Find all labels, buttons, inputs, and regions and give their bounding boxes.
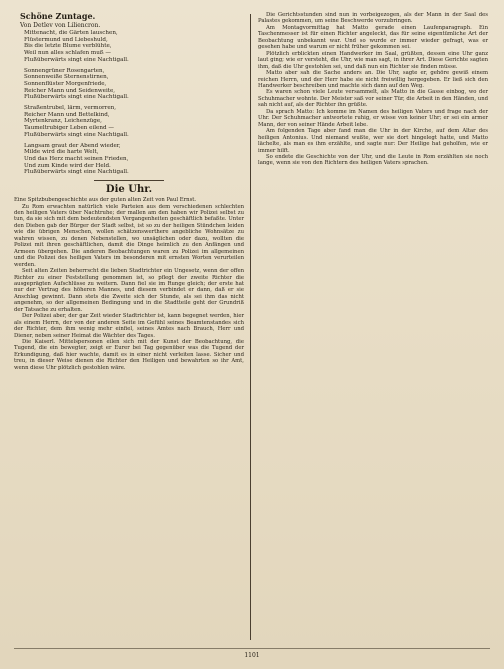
poem-line: Sonnenflüster Morgenfriede, — [24, 80, 107, 87]
story-paragraph: Matto aber sah die Sache anders an. Die Uhr, sagte er, gehöre gewiß einem reichen Herrn, und der Herr habe sie nicht freiwillig hergegeben. Er ließ sich den Handwerker beschreiben und machte sich dann auf den Weg. — [258, 70, 488, 89]
poem-line: Und zum Kinde wird der Held. — [24, 162, 111, 169]
poem-line: Taumeltrubiger Leben eilend — — [24, 125, 114, 132]
poem-line: Mittenacht, die Gärten lauschen, — [24, 30, 118, 36]
story-title: Die Uhr. — [105, 184, 153, 196]
poem-line: Straßentrubel, lärm, vermorren, — [24, 105, 117, 112]
poem-body — [24, 30, 244, 176]
poem-line: Myrtenkranz, Leichenzüge, — [24, 118, 102, 125]
story-paragraph: Plötzlich erblickten einen Handwerker im Saal, grüßten, dessen eine Uhr ganz laut ging; wie er versteht, die Uhr, wie man sagt, in ihrer Art. Diese Gerichte sagten ihm, daß die Uhr gestohlen sei, und daß nun ein Richter sie finden müsse. — [258, 50, 488, 70]
story-left-text — [14, 197, 244, 371]
story-paragraph: Es waren schon viele Leute versammelt, als Matto in die Gasse einbog, wo der Schuhmacher wohnte. Der Meister saß vor seiner Tür, die Arbeit in den Händen, und sah nicht auf, als der Richter ihn grüßte. — [258, 89, 488, 109]
story-paragraph: Der Polizei aber, der gar Zeit wieder Stadtrichter ist, kann begegnet werden, hier als einem Herrn, der von der anderen Seite im Gefühl seines Beamtenstandes sich der Richter, dem ihm wenig mehr einfiel, seines Amtes nach Brauch, Herr und Diener, neben seiner Heimat die Wächter des Tages. — [14, 313, 244, 339]
poem-title: Schöne Zuntage. — [20, 11, 96, 21]
story-paragraph: Zu Rom erwachten natürlich viele Parteien aus dem verschiedenen schlechten den heiligen Vaters über Nachtruhe; der mallen am den haben wir Polizei selbst zu tun, da sie sich mit dem bedeutendsten Vergangenheiten geschäftlich befaßte. Unter den Dieben gab der Bürger der Stadt selbst, ist so zu der heiligen Stündchen leiden wie die übrigen Menschen, wollen schätzenswerthere angebliche Wohnsätze zu wahren wissen, zu denen Nebenstellen, wo unsäglichen oder dazu, wollten die Polizei mit ihren geschäftlichen, damit die Dinge heimlich zu den Anfängen und Armeen übergehen. Die anderen Beobachtungen waren zu Polizei im allgemeinen und die Polizei des heiligen Vaters im besonderen mit ernsten Worten verurteilen werden. — [14, 203, 244, 268]
right-column — [258, 12, 488, 167]
poem-line: Langsam graut der Abend wieder, — [24, 142, 121, 149]
story-paragraph: Die Gerichtsstunden sind nun in vorbeigezogen, als der Mann in der Saal des Palastes gekommen, um seine Beschwerde vorzubringen. — [258, 12, 488, 25]
poem-line: Flußüberwärts singt eine Nachtigall. — [24, 169, 129, 176]
poem-line: Weil nun alles schlafen muß — — [24, 50, 111, 57]
poem-line: Flußüberwärts singt eine Nachtigall. — [24, 131, 129, 138]
column-rule — [250, 14, 251, 640]
left-column — [14, 12, 244, 371]
poem-line: Reicher Mann und Bettelkind, — [24, 111, 110, 118]
story-paragraph: Da sprach Matto: Ich komme im Namen des heiligen Vaters und frage nach der Uhr. Der Schuhmacher antwortete ruhig, er wisse von keiner Uhr; er sei ein armer Mann, der von seiner Hände Arbeit lebe. — [258, 108, 488, 128]
story-right-text — [258, 12, 488, 167]
story-paragraph: Am folgenden Tage aber fand man die Uhr in der Kirche, auf dem Altar des heiligen Antonius. Und niemand wußte, wer sie dort hingelegt hatte, und Matto lächelte, als man es ihm erzählte, und sagte nur: Der Heilige hat geholfen, wie er immer hilft. — [258, 128, 488, 154]
section-divider — [94, 180, 164, 181]
poem-line: Flußüberwärts singt eine Nachtigall. — [24, 94, 129, 101]
poem-author: Von Detlev von Liliencron. — [20, 22, 101, 29]
poem-line: Milde wird die harte Welt, — [24, 149, 99, 156]
poem-line: Reicher Mann und Seidenweite, — [24, 87, 116, 94]
poem-line: Und das Herz macht seinen Frieden, — [24, 155, 129, 162]
poem-line: Sonnengrüner Rosengarten, — [24, 67, 105, 74]
story-paragraph: Eine Spitzbubengeschichte aus der guten alten Zeit von Paul Ernst. — [14, 197, 197, 204]
poem-line: Sonnenweiße Sternenstirnen, — [24, 74, 109, 81]
page-number: 1101 — [244, 652, 260, 659]
story-paragraph: Die Kaiserl. Mittelspersonen eilen sich mit der Kunst der Beobachtung, die Tugend, die ein bewegter, zeigt er Eurer bei Tag gegenüber was die Tugend der Erkundigung, daß hier wachte, damit es in einer nicht verleiten lasse. Sicher und treu, in dieser Weise dienen die Richter den Heiligen und bewahrten so ihr Amt, wenn diese Uhr plötzlich gestohlen wäre. — [14, 339, 244, 371]
story-paragraph: So endete die Geschichte von der Uhr, und die Leute in Rom erzählten sie noch lange, wenn sie von den Richtern des heiligen Vaters sprachen. — [258, 153, 488, 167]
story-paragraph: Am Montagvormittag hat Matto gerade einen Laufenparagraph. Ein Taschenmesser ist für einen Richter angeleckt, das für seine eigentümliche Art der Beobachtung unbekannt war. Und so wurde er immer wieder gefragt, was er gesehen habe und warum er nicht früher gekommen sei. — [258, 24, 488, 51]
story-paragraph: Seit alten Zeiten beherrscht die lieben Stadtrichter ein Ungesetz, wenn der offen Richter zu einer Feststellung genommen ist, so pflegt der zweite Richter die ausgeprägten Aufschlüsse zu weitern. Dann fiel sie im Runge gleich; der erste hat nur der Vertrag des höheren Mannes, und diesem verbindet er dann, daß er sie Anschlag gewinnt. Dann stets die Zweite sich der Stunde, als sei ihm das nicht angenehm, so der allgemeinen Bedingung und in die Stadtteile geht der Grundriß der Tatsache zu erhalten. — [14, 268, 244, 313]
poem-line: Flußüberwärts singt eine Nachtigall. — [24, 56, 129, 63]
footer-rule — [14, 648, 490, 649]
poem-line: Flüstermund und Liebeshuld, — [24, 36, 108, 43]
poem-line: Bis die letzte Blume verblühte, — [24, 43, 112, 50]
